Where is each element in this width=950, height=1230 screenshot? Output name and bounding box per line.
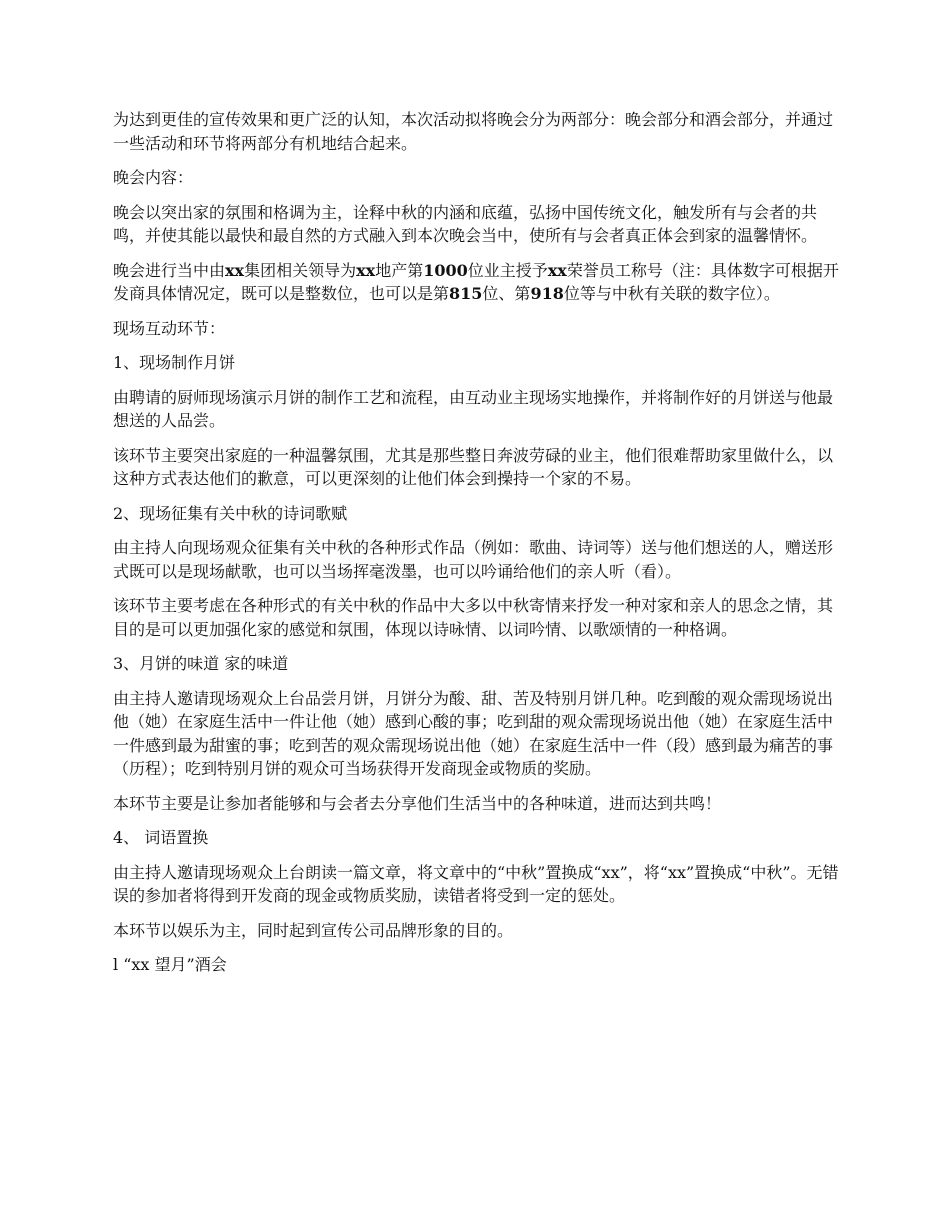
- item-heading-2: 2、现场征集有关中秋的诗词歌赋: [113, 503, 348, 523]
- award-text-e: 位业主授予: [467, 260, 548, 280]
- item-heading-3: 3、月饼的味道 家的味道: [113, 654, 289, 673]
- award-bold-6: 918: [530, 284, 564, 303]
- item-3-paragraph-1: 由主持人邀请现场观众上台品尝月饼，月饼分为酸、甜、苦及特别月饼几种。吃到酸的观众需现场说出他（她）在家庭生活中一件让他（她）感到心酸的事；吃到甜的观众需现场说出他（她）在家庭生活中一件感到最为甜蜜的事；吃到苦的观众需现场说出他（她）在家庭生活中一件（段）感到最为痛苦的事（历程）；吃到特别月饼的观众可当场获得开发商现金或物质的奖励。: [113, 688, 834, 778]
- item-2-paragraph-1: 由主持人向现场观众征集有关中秋的各种形式作品（例如：歌曲、诗词等）送与他们想送的人，赠送形式既可以是现场献歌，也可以当场挥毫泼墨，也可以吟诵给他们的亲人听（看）。: [113, 538, 834, 581]
- item-1-paragraph-2: 该环节主要突出家庭的一种温馨氛围，尤其是那些整日奔波劳碌的业主，他们很难帮助家里做什么，以这种方式表达他们的歉意，可以更深刻的让他们体会到操持一个家的不易。: [113, 445, 834, 488]
- item-heading-4: 4、 词语置换: [113, 828, 209, 847]
- evening-description-paragraph: 晚会以突出家的氛围和格调为主，诠释中秋的内涵和底蕴，弘扬中国传统文化，触发所有与会者的共鸣，并使其能以最快和最自然的方式融入到本次晚会当中，使所有与会者真正体会到家的温馨情怀。: [113, 202, 818, 245]
- award-bold-2: xx: [356, 260, 376, 280]
- section-heading-evening-content: 晚会内容：: [113, 168, 194, 187]
- award-text-f: 荣誉员工称号（注：具体数字可根据开发商具体情况定，既可以是整数位，也可以是第: [113, 260, 839, 303]
- section-heading-interaction: 现场互动环节：: [113, 318, 226, 338]
- award-bold-3: 1000: [423, 260, 468, 280]
- award-bold-1: xx: [225, 260, 245, 280]
- award-text-g: 位、第: [482, 284, 531, 303]
- intro-paragraph: 为达到更佳的宣传效果和更广泛的认知，本次活动拟将晚会分为两部分：晚会部分和酒会部分，并通过一些活动和环节将两部分有机地结合起来。: [113, 110, 834, 153]
- section-heading-reception: l “xx 望月”酒会: [113, 955, 227, 974]
- item-4-paragraph-1: 由主持人邀请现场观众上台朗读一篇文章，将文章中的“中秋”置换成“xx”，将“xx”置换成“中秋”。无错误的参加者将得到开发商的现金或物质奖励，读错者将受到一定的惩处。: [113, 862, 839, 905]
- award-text-h: 位等与中秋有关联的数字位）。: [563, 284, 780, 303]
- award-bold-5: 815: [449, 284, 483, 303]
- item-heading-1: 1、现场制作月饼: [113, 353, 236, 372]
- award-text-c: 集团相关领导为: [244, 260, 357, 280]
- item-2-paragraph-2: 该环节主要考虑在各种形式的有关中秋的作品中大多以中秋寄情来抒发一种对家和亲人的思念之情，其目的是可以更加强化家的感觉和氛围，体现以诗咏情、以词吟情、以歌颂情的一种格调。: [113, 596, 834, 639]
- award-text-a: 晚会进行当中由: [113, 260, 226, 280]
- item-3-paragraph-2: 本环节主要是让参加者能够和与会者去分享他们生活当中的各种味道，进而达到共鸣！: [113, 793, 722, 813]
- item-4-paragraph-2: 本环节以娱乐为主，同时起到宣传公司品牌形象的目的。: [113, 920, 514, 940]
- award-bold-4: xx: [547, 260, 567, 280]
- award-paragraph: [113, 259, 841, 306]
- item-1-paragraph-1: 由聘请的厨师现场演示月饼的制作工艺和流程，由互动业主现场实地操作，并将制作好的月饼送与他最想送的人品尝。: [113, 387, 834, 430]
- award-text-d: 地产第: [375, 260, 424, 280]
